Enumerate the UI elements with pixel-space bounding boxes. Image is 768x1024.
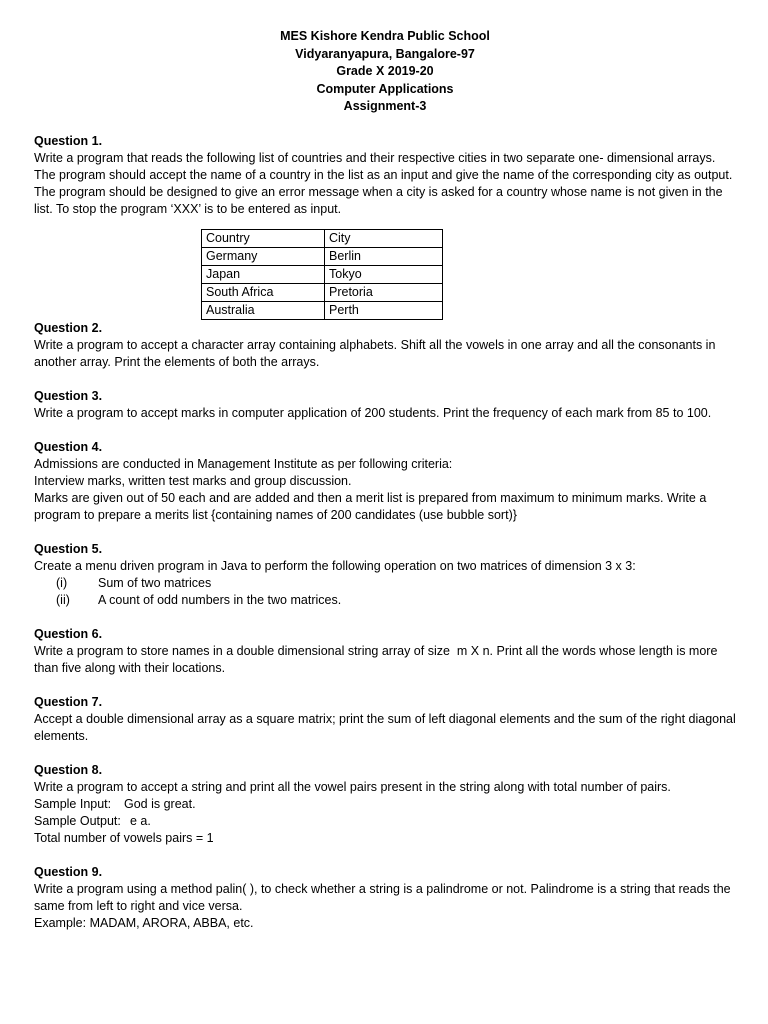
question-6 (34, 626, 736, 677)
column-header-country: Country (202, 229, 325, 247)
document-header (34, 28, 736, 116)
spacer (34, 422, 736, 439)
example-line: Example: MADAM, ARORA, ABBA, etc. (34, 915, 254, 930)
question-title: Question 7. (34, 694, 103, 709)
question-title: Question 1. (34, 133, 103, 148)
table-header-row (202, 229, 443, 247)
question-text-line: Admissions are conducted in Management Institute as per following criteria: (34, 456, 453, 471)
table-row (202, 301, 443, 319)
list-item-text: A count of odd numbers in the two matrices. (98, 592, 342, 607)
table-row (202, 247, 443, 265)
total-pairs-line: Total number of vowels pairs = 1 (34, 830, 214, 845)
question-3 (34, 388, 736, 422)
question-4 (34, 439, 736, 524)
assignment-page (34, 28, 736, 932)
question-5 (34, 541, 736, 609)
question-8 (34, 762, 736, 847)
sample-input-value: God is great. (124, 796, 196, 811)
table-cell-country: Japan (202, 265, 325, 283)
table-cell-city: Tokyo (325, 265, 443, 283)
table-cell-city: Berlin (325, 247, 443, 265)
table-row (202, 283, 443, 301)
sample-input-line (34, 796, 736, 813)
spacer (34, 371, 736, 388)
table-cell-country: Australia (202, 301, 325, 319)
question-text: Create a menu driven program in Java to perform the following operation on two matrices of dimension 3 x 3: (34, 558, 636, 573)
list-item (34, 592, 736, 609)
question-7 (34, 694, 736, 745)
question-text: Write a program that reads the following list of countries and their respective cities in two separate one- dimensional arrays. The program should accept the name of a country in the list as an input and give the name of the corresponding city as output. The program should be designed to give an error message when a city is asked for a country whose name is not given in the list. To stop the program ‘XXX’ is to be entered as input. (34, 150, 733, 216)
question-title: Question 4. (34, 439, 103, 454)
question-text-line: Interview marks, written test marks and group discussion. (34, 473, 352, 488)
grade-year: Grade X 2019-20 (336, 64, 434, 78)
question-text: Write a program to accept marks in computer application of 200 students. Print the frequency of each mark from 85 to 100. (34, 405, 712, 420)
question-1 (34, 133, 736, 320)
list-item-number: (i) (56, 575, 68, 590)
school-address: Vidyaranyapura, Bangalore-97 (295, 46, 475, 61)
table-cell-city: Pretoria (325, 283, 443, 301)
sample-output-value: e a. (130, 813, 151, 828)
table-cell-country: South Africa (202, 283, 325, 301)
list-item-number: (ii) (56, 592, 70, 607)
table-cell-country: Germany (202, 247, 325, 265)
question-title: Question 3. (34, 388, 103, 403)
assignment-title: Assignment-3 (343, 99, 427, 113)
question-title: Question 2. (34, 320, 103, 335)
spacer (34, 609, 736, 626)
question-text: Write a program using a method palin( ), to check whether a string is a palindrome or not. Palindrome is a string that reads the same from left to right and vice versa. (34, 881, 731, 913)
question-text: Write a program to accept a character array containing alphabets. Shift all the vowels in one array and all the consonants in another array. Print the elements of both the arrays. (34, 337, 716, 369)
table-row (202, 265, 443, 283)
question-9 (34, 864, 736, 932)
spacer (34, 524, 736, 541)
question-text-line: Marks are given out of 50 each and are added and then a merit list is prepared from maximum to minimum marks. Write a program to prepare a merits list {containing names of 200 candidates (use bubble sort)} (34, 490, 707, 522)
school-name: MES Kishore Kendra Public School (280, 29, 490, 43)
country-city-table (201, 229, 443, 320)
subject-title: Computer Applications (316, 81, 454, 96)
spacer (34, 847, 736, 864)
list-item-text: Sum of two matrices (98, 575, 212, 590)
question-title: Question 6. (34, 626, 103, 641)
sample-input-label: Sample Input: (34, 796, 112, 811)
question-text: Accept a double dimensional array as a square matrix; print the sum of left diagonal elements and the sum of the right diagonal elements. (34, 711, 736, 743)
sample-output-line (34, 813, 736, 830)
table-cell-city: Perth (325, 301, 443, 319)
question-title: Question 5. (34, 541, 103, 556)
spacer (34, 745, 736, 762)
column-header-city: City (325, 229, 443, 247)
spacer (34, 677, 736, 694)
list-item (34, 575, 736, 592)
question-text: Write a program to store names in a double dimensional string array of size m X n. Print all the words whose length is more than five along with their locations. (34, 643, 721, 675)
question-title: Question 9. (34, 864, 103, 879)
question-2 (34, 320, 736, 371)
spacer (34, 116, 736, 133)
question-title: Question 8. (34, 762, 103, 777)
question-text: Write a program to accept a string and print all the vowel pairs present in the string along with total number of pairs. (34, 779, 671, 794)
sample-output-label: Sample Output: (34, 813, 121, 828)
